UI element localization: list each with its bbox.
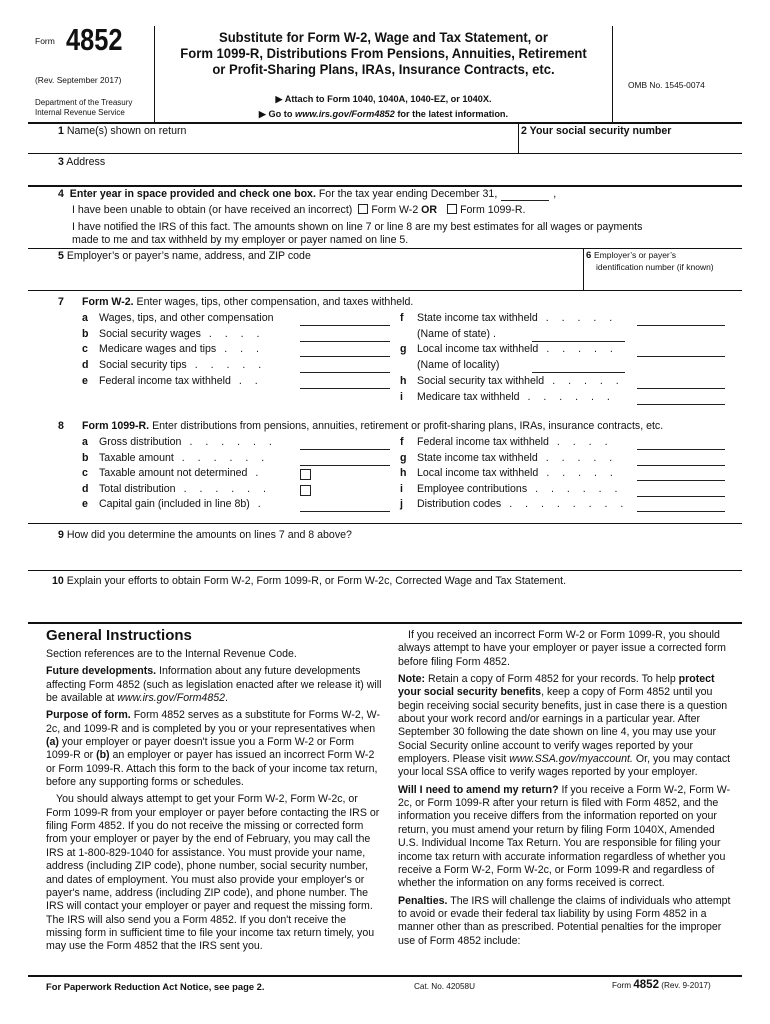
leader-dots: . [255,467,264,480]
link-text[interactable]: www.SSA.gov/myaccount. [509,753,633,766]
item-label [99,436,277,448]
paragraph-text: an employer or payer has issued an incorrect Form W-2 or Form 1099-R. Attach this form to the back of your income tax return, before any supporting forms or schedules. [46,749,378,789]
item-label [417,436,613,448]
amount-field[interactable] [637,511,725,512]
paperwork-notice: For Paperwork Reduction Act Notice, see page 2. [46,981,265,992]
divider [518,123,519,154]
line9-field[interactable] [58,542,738,568]
amount-field[interactable] [300,341,390,342]
instruction-paragraph [398,673,732,780]
line4-notified-1: I have notified the IRS of this fact. The amounts shown on line 7 or line 8 are my best estimates for all wages or payments [72,221,643,233]
paragraph-text: (b) [96,749,110,762]
paragraph-text: Or, you may contact your local SSA office to verify wages reported by your employer. [398,753,731,779]
item-label-text: Medicare wages and tips [99,343,217,356]
tax-year-field[interactable] [501,188,549,201]
item-label-text: State income tax withheld [417,451,538,464]
instruction-paragraph [398,629,732,669]
item-label [99,452,269,464]
department: Department of the Treasury [35,98,133,107]
title-line: Form 1099-R, Distributions From Pensions, Annuities, Retirement [180,46,587,62]
line3-label: 3 Address [58,156,106,168]
name-field[interactable] [532,341,625,342]
instruction-paragraph [46,709,384,789]
paragraph-text: your employer or payer doesn't issue you a Form W-2 or Form 1099-R or [46,736,354,762]
paragraph-text: protect your social security benefits [398,673,715,699]
item-letter: f [400,436,404,448]
line4-heading: 4 Enter year in space provided and check one box. For the tax year ending December 31, , [58,188,557,200]
divider [612,26,613,123]
item-label [417,328,504,340]
line7-num: 7 [58,296,64,308]
item-label [417,391,615,403]
line2-label: 2 Your social security number [521,125,672,137]
item-label [99,498,266,510]
line10-label: 10 Explain your efforts to obtain Form W-2, Form 1099-R, or Form W-2c, Corrected Wage and Tax Statement. [52,575,567,587]
leader-dots: . . . . . [546,467,618,480]
item-label-text: Taxable amount [99,451,174,464]
rule [28,570,742,571]
item-checkbox[interactable] [300,485,311,496]
item-letter: a [82,436,88,448]
rule [28,153,742,154]
paragraph-text: Future developments. [46,665,157,678]
amount-field[interactable] [300,356,390,357]
rule [28,622,742,624]
leader-dots: . [257,498,266,511]
leader-dots: . . [238,374,263,387]
item-letter: h [400,467,407,480]
paragraph-text: You should always attempt to get your Form W-2, Form W-2c, or Form 1099-R from your employer or payer before contacting the IRS or filing Form 4852. If you do not receive the missing or corrected form from your employer or payer by the end of February, you may call the IRS at 1-800-829-1040 for assistance. You must provide your name, address (including ZIP code), phone number, social security number, and dates of employment. You must also provide your employer's or payer's name, address (including ZIP code), and phone number. The IRS will contact your employer or payer and request the missing form. The IRS will also send you a Form 4852. If you don't receive the missing form in sufficient time to file your income tax return timely, you may use the Form 4852 that the IRS sent you. [46,793,380,953]
item-label-text: Social security wages [99,327,201,340]
amount-field[interactable] [637,325,725,326]
paragraph-text: The IRS will challenge the claims of individuals who attempt to avoid or evade their federal tax liability by using Form 4852 in a manner other than as prescribed. Potential penalties for the improper use of Form 4852 include: [398,894,731,947]
item-label-text: Social security tax withheld [417,374,545,387]
link-text[interactable]: www.irs.gov/Form4852 [117,692,226,705]
item-letter: j [400,498,403,511]
item-letter: b [82,451,89,464]
line1-label: 1 Name(s) shown on return [58,125,187,137]
name-field[interactable] [532,372,625,373]
paragraph-text: Section references are to the Internal Revenue Code. [46,648,297,660]
item-label-text: Wages, tips, and other compensation [99,312,274,324]
leader-dots: . . . . . [194,359,267,372]
leader-dots: . . . . . . [189,436,277,448]
leader-dots: . . . . [556,436,613,448]
revision-date: (Rev. September 2017) [35,75,122,85]
instruction-paragraph [398,895,732,948]
rule [28,523,742,524]
rule [28,248,742,249]
item-letter: i [400,482,403,495]
instruction-paragraph [46,665,384,705]
leader-dots: . . . . . . [535,482,623,495]
item-label [99,312,282,324]
name-field[interactable] [58,138,516,152]
item-label-text: (Name of state) . [417,327,496,340]
item-label [99,375,263,387]
amount-field[interactable] [300,511,390,512]
leader-dots: . . . . . . [181,451,270,464]
employer-field[interactable] [58,263,580,289]
item-label [417,375,624,387]
form-number: 4852 [66,22,123,57]
leader-dots: . . . . . . [527,390,615,403]
amount-field[interactable] [637,465,725,466]
instruction-paragraph [398,784,732,891]
item-label-text: Total distribution [99,482,176,495]
rule [28,290,742,291]
line10-field[interactable] [52,588,738,620]
paragraph-text: Note: [398,673,426,686]
ssn-field[interactable] [521,138,739,152]
goto-note [155,109,612,120]
service: Internal Revenue Service [35,108,125,117]
paragraph-text: (a) [46,736,59,749]
item-label [99,467,263,479]
item-label [417,483,623,495]
amount-field[interactable] [300,449,390,450]
paragraph-text: Penalties. [398,894,448,907]
leader-dots: . . . . [208,327,265,340]
goto-url[interactable]: www.irs.gov/Form4852 [295,109,395,119]
leader-dots: . . . . . [545,451,618,464]
item-label-text: Taxable amount not determined [99,467,248,480]
amount-field[interactable] [637,496,725,497]
item-label-text: Capital gain (included in line 8b) [99,498,250,511]
title-line: or Profit-Sharing Plans, IRAs, Insurance Contracts, etc. [212,62,555,78]
item-label [99,483,271,495]
form-title [155,30,612,78]
item-label [417,467,618,479]
line7-heading: Form W-2. Enter wages, tips, other compensation, and taxes withheld. [82,296,414,308]
item-label-text: Gross distribution [99,436,182,448]
line4-notified-2: made to me and tax withheld by my employer or payer named on line 5. [72,234,409,246]
arrow-icon: ▶ [258,109,269,119]
goto-prefix: Go to [268,109,296,119]
item-label-text: Social security tips [99,359,187,372]
attach-note [155,94,612,105]
paragraph-text: Retain a copy of Form 4852 for your records. To help [425,673,679,686]
rule [28,185,742,187]
paragraph-text: If you received an incorrect Form W-2 or Form 1099-R, you should always attempt to have your employer or payer issue a corrected form before filing Form 4852. [398,629,726,668]
form-word: Form [35,36,55,46]
item-label-text: Employee contributions [417,482,528,495]
cat-number: Cat. No. 42058U [414,982,475,991]
item-letter: e [82,374,88,387]
item-letter: a [82,312,88,324]
amount-field[interactable] [637,356,725,357]
rule [28,975,742,977]
instructions-right-column [398,629,732,952]
line9-label: 9 How did you determine the amounts on lines 7 and 8 above? [58,529,352,541]
leader-dots: . . . . . . [183,482,271,495]
item-letter: g [400,451,407,464]
rule [28,122,742,124]
instructions-left-column [46,648,384,958]
item-label [99,343,264,355]
amount-field[interactable] [637,388,725,389]
item-label-text: Local income tax withheld [417,343,539,356]
amount-field[interactable] [300,388,390,389]
instruction-paragraph [46,648,384,661]
paragraph-text: Information about any future developments affecting Form 4852 (such as legislation enacted after we release it) will be available at [46,665,382,705]
goto-suffix: for the latest information. [394,109,509,119]
paragraph-text: , keep a copy of Form 4852 until you begin receiving social security benefits, just in case there is a question about your work record and/or earnings in a particular year. After September 30 following the date shown on line 4, you may use your Social Security online account to verify wages reported by your employers. Please visit [398,686,728,766]
paragraph-text: Purpose of form. [46,709,131,722]
instruction-paragraph [46,793,384,953]
title-line: Substitute for Form W-2, Wage and Tax Statement, or [219,30,548,46]
amount-field[interactable] [637,480,725,481]
w2-checkbox[interactable] [358,204,368,214]
leader-dots: . . . . . [546,343,618,356]
footer-form-id: Form 4852 (Rev. 9-2017) [612,979,711,991]
paragraph-text: . [225,692,228,705]
amount-field[interactable] [300,325,390,326]
item-checkbox[interactable] [300,469,311,480]
leader-dots: . . . . . [545,312,618,324]
leader-dots: . . . . . [552,374,624,387]
item-letter: f [400,312,404,324]
line4-unable: I have been unable to obtain (or have received an incorrect) Form W-2 OR Form 1099-R. [72,204,526,216]
item-label-text: Federal income tax withheld [99,374,231,387]
item-letter: g [400,343,407,356]
item-letter: c [82,343,88,356]
item-letter: c [82,467,88,480]
item-label [417,312,617,324]
leader-dots: . . . [224,343,264,356]
item-label-text: Medicare tax withheld [417,390,520,403]
item-label-text: State income tax withheld [417,312,538,324]
amount-field[interactable] [300,465,390,466]
paragraph-text: Form 4852 serves as a substitute for Forms W-2, W-2c, and 1099-R and is completed by you or your representatives when [46,709,380,735]
item-label [417,359,507,371]
item-label [417,498,628,510]
line8-heading: Form 1099-R. Enter distributions from pensions, annuities, retirement or profit-sharing plans, IRAs, insurance contracts, etc. [82,420,664,432]
item-label [99,359,266,371]
amount-field[interactable] [300,372,390,373]
arrow-icon: ▶ [275,94,285,104]
item-letter: i [400,390,403,403]
omb-number: OMB No. 1545-0074 [628,80,705,90]
line8-num: 8 [58,420,64,432]
item-label-text: (Name of locality) [417,359,500,372]
item-letter: b [82,327,89,340]
item-label-text: Local income tax withheld [417,467,539,480]
paragraph-text: Will I need to amend my return? [398,783,559,796]
1099r-checkbox[interactable] [447,204,457,214]
item-label-text: Distribution codes [417,498,502,511]
amount-field[interactable] [637,404,725,405]
line6-label: 6 Employer’s or payer’s [586,250,677,261]
item-label [99,328,264,340]
leader-dots: . . . . . . . . [509,498,629,511]
amount-field[interactable] [637,449,725,450]
item-letter: h [400,374,407,387]
divider [583,248,584,291]
line5-label: 5 Employer’s or payer’s name, address, and ZIP code [58,250,311,262]
item-label [417,452,617,464]
item-letter: d [82,482,89,495]
item-label-text: Federal income tax withheld [417,436,549,448]
item-letter: d [82,359,89,372]
general-instructions-heading: General Instructions [46,627,192,644]
attach-text: Attach to Form 1040, 1040A, 1040-EZ, or 1040X. [284,94,492,104]
paragraph-text: If you receive a Form W-2, Form W-2c, or Form 1099-R after your return is filed with Form 4852, and the information you receive differs from the information reported on your return, you must amend your return by filing Form 1040X, Amended U.S. Individual Income Tax Return. You are responsible for filing your income tax return with accurate information regardless of whether you receive a Form W-2, Form W-2c, or Form 1099-R and regardless of whether the information on any forms received is correct. [398,783,731,890]
line6-label-2: identification number (if known) [596,262,714,272]
item-letter: e [82,498,88,511]
item-label [417,343,618,355]
address-field[interactable] [58,168,738,183]
